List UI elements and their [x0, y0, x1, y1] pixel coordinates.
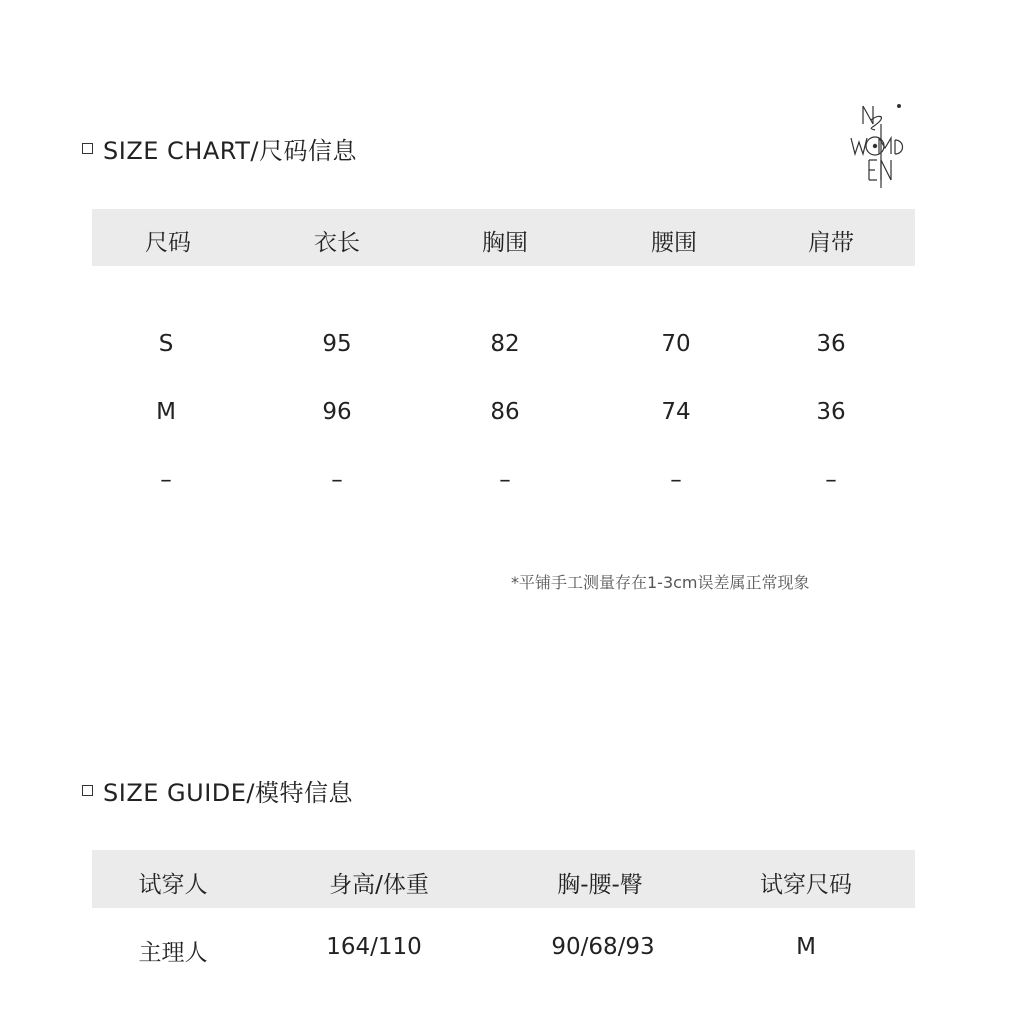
- cell-waist: 74: [661, 399, 691, 425]
- cell-bust: –: [499, 467, 511, 493]
- checkbox-square-icon: [82, 785, 93, 796]
- checkbox-square-icon: [82, 143, 93, 154]
- cell-waist: 70: [661, 331, 691, 357]
- cell-model: 主理人: [138, 940, 208, 966]
- brand-logo-icon: [845, 100, 915, 190]
- header-length: 衣长: [314, 230, 360, 256]
- header-measurements: 胸-腰-臀: [557, 872, 643, 898]
- header-fit-size: 试穿尺码: [760, 872, 852, 898]
- size-chart-title: [82, 131, 357, 166]
- header-bust: 胸围: [482, 230, 528, 256]
- cell-size: –: [160, 467, 172, 493]
- size-guide-title: [82, 773, 353, 808]
- header-model: 试穿人: [138, 872, 208, 898]
- cell-bust: 82: [490, 331, 520, 357]
- cell-size: M: [156, 399, 176, 425]
- header-size: 尺码: [145, 230, 191, 256]
- measurement-note: *平铺手工测量存在1-3cm误差属正常现象: [511, 573, 810, 592]
- size-chart-title-text: SIZE CHART/尺码信息: [103, 137, 357, 165]
- cell-waist: –: [670, 467, 682, 493]
- cell-strap: 36: [816, 399, 846, 425]
- cell-strap: 36: [816, 331, 846, 357]
- header-strap: 肩带: [808, 230, 854, 256]
- cell-size: S: [158, 331, 174, 357]
- cell-length: 96: [322, 399, 352, 425]
- cell-bust: 86: [490, 399, 520, 425]
- size-guide-title-text: SIZE GUIDE/模特信息: [103, 779, 354, 807]
- cell-length: –: [331, 467, 343, 493]
- cell-strap: –: [825, 467, 837, 493]
- header-waist: 腰围: [651, 230, 697, 256]
- cell-height-weight: 164/110: [326, 934, 422, 960]
- header-height-weight: 身高/体重: [329, 872, 429, 898]
- cell-measurements: 90/68/93: [551, 934, 655, 960]
- cell-length: 95: [322, 331, 352, 357]
- cell-fit-size: M: [796, 934, 816, 960]
